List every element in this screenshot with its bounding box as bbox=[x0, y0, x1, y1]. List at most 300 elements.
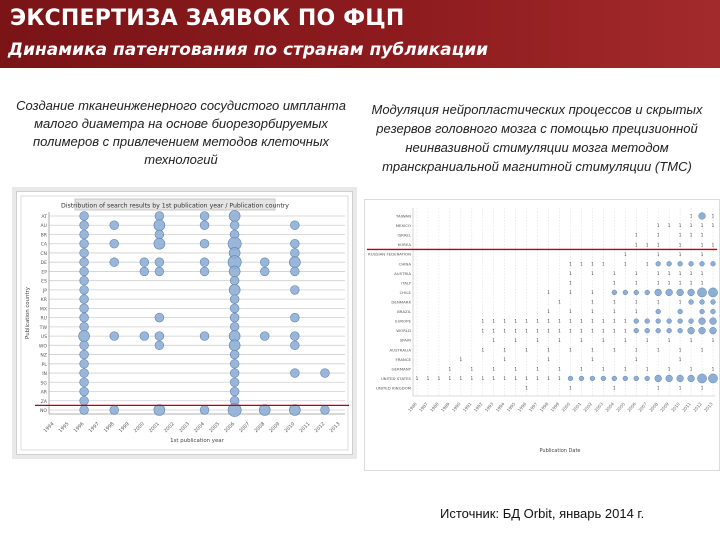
bubble bbox=[678, 328, 683, 333]
count-label: 1 bbox=[591, 261, 594, 267]
bubble bbox=[688, 327, 695, 334]
bubble bbox=[656, 319, 661, 324]
bubble bbox=[230, 387, 239, 396]
x-tick-label: 1994 bbox=[494, 401, 506, 413]
bubble bbox=[689, 319, 694, 324]
count-label: 1 bbox=[525, 347, 528, 353]
bubble bbox=[229, 284, 240, 295]
bubble bbox=[708, 288, 717, 297]
count-label: 1 bbox=[612, 347, 616, 353]
count-label: 1 bbox=[580, 366, 583, 372]
bubble bbox=[688, 289, 695, 296]
count-label: 1 bbox=[591, 347, 594, 353]
count-label: 1 bbox=[645, 261, 649, 267]
count-label: 1 bbox=[634, 299, 638, 305]
count-label: 1 bbox=[678, 270, 682, 276]
bubble bbox=[230, 221, 239, 230]
count-label: 1 bbox=[700, 280, 704, 286]
x-tick-label: 2013 bbox=[703, 401, 714, 413]
count-label: 1 bbox=[569, 261, 572, 267]
bubble bbox=[289, 405, 300, 416]
count-label: 1 bbox=[612, 309, 616, 315]
y-tick-label: AT bbox=[41, 215, 47, 220]
count-label: 1 bbox=[623, 261, 627, 267]
y-tick-label: IN bbox=[42, 372, 47, 378]
count-label: 1 bbox=[558, 366, 561, 372]
bubble bbox=[689, 300, 694, 305]
y-tick-label: KR bbox=[40, 298, 47, 304]
count-label: 1 bbox=[689, 280, 693, 286]
x-tick-label: 1987 bbox=[418, 401, 429, 413]
count-label: 1 bbox=[602, 366, 605, 372]
x-tick-label: 2008 bbox=[253, 421, 267, 435]
count-label: 1 bbox=[459, 376, 463, 382]
bubble bbox=[634, 328, 639, 333]
x-tick-label: 1999 bbox=[549, 401, 561, 413]
count-label: 1 bbox=[623, 251, 627, 257]
bubble bbox=[230, 350, 239, 359]
y-tick-label: FRANCE bbox=[395, 356, 411, 362]
count-label: 1 bbox=[700, 232, 704, 238]
bubble bbox=[80, 341, 89, 350]
bubble bbox=[200, 239, 209, 248]
bubble bbox=[579, 376, 584, 381]
bubble bbox=[155, 341, 164, 350]
count-label: 1 bbox=[569, 270, 572, 276]
left-chart-panel bbox=[16, 191, 353, 455]
x-tick-label: 2002 bbox=[163, 421, 176, 435]
count-label: 1 bbox=[711, 213, 715, 219]
count-label: 1 bbox=[634, 347, 638, 353]
count-label: 1 bbox=[689, 270, 693, 276]
x-tick-label: 2007 bbox=[637, 401, 648, 413]
bubble bbox=[290, 239, 299, 248]
count-label: 1 bbox=[558, 337, 561, 343]
x-tick-label: 2006 bbox=[626, 401, 638, 413]
count-label: 1 bbox=[547, 376, 550, 382]
bubble bbox=[634, 290, 639, 295]
y-tick-label: WO bbox=[38, 344, 47, 350]
y-tick-label: ITALY bbox=[401, 280, 411, 286]
x-tick-label: 2000 bbox=[560, 401, 572, 413]
bubble bbox=[80, 286, 89, 295]
y-tick-label: ISRAEL bbox=[397, 232, 411, 238]
count-label: 1 bbox=[547, 290, 550, 296]
bubble bbox=[656, 309, 661, 314]
source-note: Источник: БД Orbit, январь 2014 г. bbox=[440, 506, 645, 521]
count-label: 1 bbox=[492, 318, 496, 324]
count-label: 1 bbox=[656, 251, 660, 257]
count-label: 1 bbox=[678, 242, 682, 248]
count-label: 1 bbox=[656, 223, 660, 229]
y-tick-label: DE bbox=[40, 261, 47, 267]
bubble bbox=[259, 405, 270, 416]
y-tick-label: JP bbox=[42, 288, 47, 294]
bubble bbox=[110, 221, 119, 230]
bubble bbox=[678, 261, 683, 266]
count-label: 1 bbox=[503, 318, 507, 324]
count-label: 1 bbox=[558, 328, 561, 334]
count-label: 1 bbox=[634, 309, 638, 315]
bubble bbox=[260, 267, 269, 276]
y-tick-label: BR bbox=[40, 233, 47, 239]
x-tick-label: 2004 bbox=[604, 401, 616, 413]
bubble bbox=[666, 375, 673, 382]
count-label: 1 bbox=[580, 261, 583, 267]
count-label: 1 bbox=[612, 385, 616, 391]
bubble bbox=[155, 258, 164, 267]
x-tick-label: 2004 bbox=[193, 421, 206, 435]
x-tick-label: 2005 bbox=[615, 401, 627, 413]
count-label: 1 bbox=[711, 223, 715, 229]
bubble bbox=[699, 213, 706, 220]
count-label: 1 bbox=[634, 280, 638, 286]
left-chart-caption: Создание тканеинженерного сосудистого имплантa малого диаметра на основе биорезорбируемых полимеров с привлечением методов клеточных технологий bbox=[16, 98, 346, 167]
bubble bbox=[678, 309, 683, 314]
count-label: 1 bbox=[700, 270, 704, 276]
x-tick-label: 2005 bbox=[208, 421, 221, 435]
count-label: 1 bbox=[536, 337, 539, 343]
count-label: 1 bbox=[656, 280, 660, 286]
right-chart-panel bbox=[364, 199, 720, 471]
count-label: 1 bbox=[667, 280, 671, 286]
count-label: 1 bbox=[645, 337, 649, 343]
count-label: 1 bbox=[689, 366, 693, 372]
bubble bbox=[80, 322, 89, 331]
bubble bbox=[656, 261, 661, 266]
y-axis-label: Publication country bbox=[25, 287, 31, 339]
count-label: 1 bbox=[525, 318, 528, 324]
y-tick-label: RU bbox=[40, 316, 47, 322]
count-label: 1 bbox=[700, 347, 704, 353]
bubble bbox=[290, 267, 299, 276]
bubble bbox=[230, 295, 239, 304]
y-tick-label: ES bbox=[41, 279, 47, 285]
x-tick-label: 2009 bbox=[269, 421, 282, 435]
bubble bbox=[645, 328, 650, 333]
count-label: 1 bbox=[470, 376, 474, 382]
y-tick-label: TW bbox=[39, 325, 47, 331]
bubble bbox=[710, 327, 717, 334]
bubble bbox=[634, 376, 639, 381]
bubble bbox=[678, 319, 683, 324]
bubble bbox=[290, 341, 299, 350]
bubble bbox=[230, 276, 239, 285]
x-tick-label: 1988 bbox=[429, 401, 440, 413]
count-label: 1 bbox=[667, 270, 671, 276]
bubble bbox=[229, 266, 240, 277]
x-tick-label: 2003 bbox=[178, 421, 191, 435]
count-label: 1 bbox=[547, 328, 550, 334]
bubble bbox=[110, 406, 119, 415]
bubble bbox=[80, 406, 89, 415]
count-label: 1 bbox=[514, 366, 518, 372]
bubble bbox=[79, 331, 90, 342]
y-tick-label: MX bbox=[39, 307, 47, 313]
bubble bbox=[154, 405, 165, 416]
count-label: 1 bbox=[689, 337, 693, 343]
count-label: 1 bbox=[623, 328, 627, 334]
bubble bbox=[699, 327, 706, 334]
count-label: 1 bbox=[634, 356, 638, 362]
bubble bbox=[568, 376, 573, 381]
count-label: 1 bbox=[678, 223, 682, 229]
y-tick-label: TAIWAN bbox=[395, 213, 411, 219]
bubble bbox=[290, 286, 299, 295]
bubble bbox=[80, 378, 89, 387]
bubble bbox=[711, 261, 716, 266]
bubble bbox=[590, 376, 595, 381]
bubble bbox=[110, 332, 119, 341]
y-tick-label: SG bbox=[40, 381, 47, 387]
count-label: 1 bbox=[678, 356, 682, 362]
bubble bbox=[80, 350, 89, 359]
x-tick-label: 1997 bbox=[527, 401, 539, 413]
count-label: 1 bbox=[678, 385, 682, 391]
count-label: 1 bbox=[503, 328, 507, 334]
count-label: 1 bbox=[591, 309, 594, 315]
bubble bbox=[80, 313, 89, 322]
count-label: 1 bbox=[711, 366, 715, 372]
bubble bbox=[677, 289, 684, 296]
x-tick-label: 2010 bbox=[284, 421, 297, 435]
count-label: 1 bbox=[492, 328, 496, 334]
x-axis-label: Publication Date bbox=[539, 448, 581, 454]
bubble bbox=[80, 276, 89, 285]
count-label: 1 bbox=[569, 318, 572, 324]
bubble bbox=[656, 328, 661, 333]
y-tick-label: EP bbox=[41, 270, 47, 276]
bubble bbox=[154, 220, 165, 231]
count-label: 1 bbox=[481, 376, 485, 382]
y-tick-label: CHILE bbox=[399, 289, 411, 295]
x-tick-label: 2011 bbox=[681, 401, 692, 413]
x-tick-label: 1995 bbox=[58, 421, 71, 435]
y-tick-label: DENMARK bbox=[391, 299, 411, 305]
bubble bbox=[260, 258, 269, 267]
bubble bbox=[699, 318, 706, 325]
x-tick-label: 2007 bbox=[238, 421, 252, 435]
count-label: 1 bbox=[656, 385, 660, 391]
count-label: 1 bbox=[700, 251, 704, 257]
count-label: 1 bbox=[448, 376, 452, 382]
y-tick-label: AR bbox=[40, 390, 47, 396]
count-label: 1 bbox=[569, 385, 572, 391]
bubble bbox=[230, 304, 239, 313]
bubble bbox=[688, 375, 695, 382]
bubble bbox=[666, 289, 673, 296]
count-label: 1 bbox=[678, 347, 682, 353]
count-label: 1 bbox=[558, 318, 561, 324]
bubble bbox=[155, 212, 164, 221]
y-tick-label: UNITED KINGDOM bbox=[375, 385, 411, 391]
bubble bbox=[110, 258, 119, 267]
bubble bbox=[230, 378, 239, 387]
count-label: 1 bbox=[602, 328, 605, 334]
bubble bbox=[645, 290, 650, 295]
bubble bbox=[229, 340, 240, 351]
bubble bbox=[200, 267, 209, 276]
bubble bbox=[140, 267, 149, 276]
bubble bbox=[155, 230, 164, 239]
count-label: 1 bbox=[580, 337, 583, 343]
bubble bbox=[155, 267, 164, 276]
count-label: 1 bbox=[711, 242, 715, 248]
bubble bbox=[710, 318, 717, 325]
count-label: 1 bbox=[711, 337, 715, 343]
count-label: 1 bbox=[547, 356, 550, 362]
count-label: 1 bbox=[634, 270, 638, 276]
count-label: 1 bbox=[492, 337, 496, 343]
count-label: 1 bbox=[591, 299, 594, 305]
bubble bbox=[689, 261, 694, 266]
bubble bbox=[708, 374, 717, 383]
x-tick-label: 1992 bbox=[472, 401, 484, 413]
count-label: 1 bbox=[678, 299, 682, 305]
count-label: 1 bbox=[667, 223, 671, 229]
count-label: 1 bbox=[678, 251, 682, 257]
bubble bbox=[200, 406, 209, 415]
count-label: 1 bbox=[612, 280, 616, 286]
x-tick-label: 2010 bbox=[670, 401, 681, 413]
count-label: 1 bbox=[602, 318, 605, 324]
chart-title: Distribution of search results by 1st publication year / Publication country bbox=[61, 202, 289, 210]
count-label: 1 bbox=[503, 347, 507, 353]
count-label: 1 bbox=[525, 376, 528, 382]
count-label: 1 bbox=[558, 299, 561, 305]
bubble bbox=[645, 376, 650, 381]
count-label: 1 bbox=[645, 242, 649, 248]
count-label: 1 bbox=[700, 385, 704, 391]
count-label: 1 bbox=[645, 366, 649, 372]
bubble bbox=[290, 313, 299, 322]
y-tick-label: RUSSIAN FEDERATION bbox=[368, 251, 411, 257]
bubble bbox=[612, 376, 617, 381]
x-tick-label: 2000 bbox=[133, 421, 146, 435]
count-label: 1 bbox=[503, 356, 507, 362]
count-label: 1 bbox=[591, 290, 594, 296]
bubble bbox=[711, 300, 716, 305]
right-chart-caption: Модуляция нейропластических процессов и скрытых резервов головного мозга с помощью прецизионной неинвазивной стимуляции мозга методом транскраниальной магнитной стимуляции (ТМС) bbox=[371, 102, 703, 174]
y-tick-label: KOREA bbox=[397, 242, 411, 248]
bubble bbox=[155, 313, 164, 322]
y-tick-label: NZ bbox=[40, 353, 47, 359]
count-label: 1 bbox=[656, 270, 660, 276]
count-label: 1 bbox=[536, 328, 539, 334]
count-label: 1 bbox=[514, 376, 518, 382]
count-label: 1 bbox=[514, 337, 518, 343]
bubble bbox=[200, 258, 209, 267]
bubble bbox=[80, 258, 89, 267]
slide-subtitle: Динамика патентования по странам публикации bbox=[8, 40, 489, 60]
count-label: 1 bbox=[612, 299, 616, 305]
y-tick-label: AUSTRALIA bbox=[389, 347, 411, 353]
bubble bbox=[80, 239, 89, 248]
bubble bbox=[80, 369, 89, 378]
count-label: 1 bbox=[700, 242, 704, 248]
x-tick-label: 1995 bbox=[505, 401, 517, 413]
bubble bbox=[80, 221, 89, 230]
count-label: 1 bbox=[448, 366, 452, 372]
count-label: 1 bbox=[678, 280, 682, 286]
count-label: 1 bbox=[623, 318, 627, 324]
bubble bbox=[140, 258, 149, 267]
bubble bbox=[154, 238, 165, 249]
count-label: 1 bbox=[547, 347, 550, 353]
y-tick-label: CN bbox=[40, 251, 47, 257]
bubble bbox=[200, 221, 209, 230]
bubble bbox=[155, 332, 164, 341]
y-tick-label: AUSTRIA bbox=[394, 270, 411, 276]
y-tick-label: BRAZIL bbox=[397, 309, 411, 315]
count-label: 1 bbox=[514, 318, 518, 324]
count-label: 1 bbox=[569, 280, 572, 286]
bubble bbox=[290, 369, 299, 378]
x-tick-label: 1994 bbox=[43, 421, 56, 435]
x-tick-label: 1998 bbox=[103, 421, 116, 435]
bubble bbox=[80, 295, 89, 304]
count-label: 1 bbox=[415, 376, 419, 382]
bubble bbox=[321, 406, 330, 415]
bubble bbox=[140, 332, 149, 341]
count-label: 1 bbox=[569, 347, 572, 353]
bubble bbox=[290, 249, 299, 258]
bubble bbox=[229, 211, 240, 222]
bubble bbox=[230, 313, 239, 322]
count-label: 1 bbox=[426, 376, 430, 382]
bubble bbox=[697, 288, 706, 297]
count-label: 1 bbox=[591, 356, 594, 362]
bubble bbox=[623, 376, 628, 381]
bubble bbox=[80, 249, 89, 258]
y-tick-label: WORLD bbox=[396, 328, 411, 334]
bubble bbox=[80, 267, 89, 276]
bubble bbox=[655, 375, 662, 382]
x-tick-label: 2013 bbox=[329, 421, 342, 435]
x-tick-label: 2008 bbox=[648, 401, 659, 413]
count-label: 1 bbox=[591, 270, 594, 276]
x-tick-label: 1989 bbox=[439, 401, 451, 413]
count-label: 1 bbox=[656, 242, 660, 248]
y-tick-label: CA bbox=[40, 242, 47, 248]
count-label: 1 bbox=[656, 299, 660, 305]
count-label: 1 bbox=[437, 376, 441, 382]
right-bubble-chart bbox=[365, 200, 719, 470]
count-label: 1 bbox=[481, 328, 485, 334]
count-label: 1 bbox=[569, 328, 572, 334]
count-label: 1 bbox=[612, 328, 616, 334]
x-tick-label: 1996 bbox=[73, 421, 86, 435]
bubble bbox=[80, 396, 89, 405]
count-label: 1 bbox=[623, 366, 627, 372]
count-label: 1 bbox=[536, 376, 539, 382]
bubble bbox=[700, 261, 705, 266]
bubble bbox=[700, 309, 705, 314]
x-tick-label: 1991 bbox=[461, 401, 473, 413]
y-tick-label: AU bbox=[40, 224, 47, 230]
y-tick-label: US bbox=[40, 335, 47, 341]
count-label: 1 bbox=[503, 376, 507, 382]
bubble bbox=[321, 369, 330, 378]
x-tick-label: 2012 bbox=[692, 401, 703, 413]
bubble bbox=[230, 359, 239, 368]
count-label: 1 bbox=[580, 318, 583, 324]
count-label: 1 bbox=[678, 232, 682, 238]
count-label: 1 bbox=[525, 328, 528, 334]
y-tick-label: NO bbox=[39, 409, 47, 414]
x-tick-label: 1997 bbox=[88, 421, 101, 435]
x-tick-label: 2012 bbox=[314, 421, 327, 435]
